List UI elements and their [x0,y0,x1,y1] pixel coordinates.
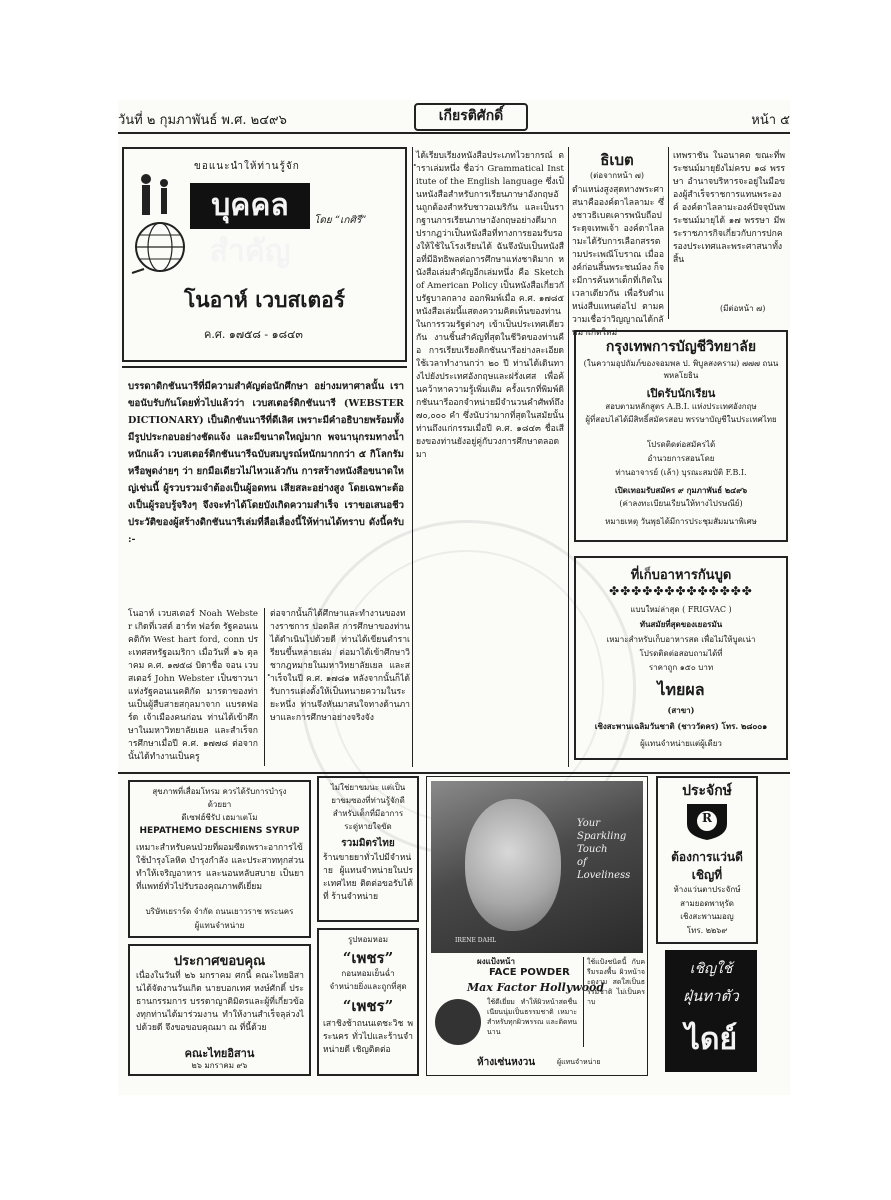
star-border-icon: ✤✤✤✤✤✤✤✤✤✤✤✤✤ [609,584,753,598]
medicine-line: ยาขมซองที่ท่านรู้จักดี [331,796,405,805]
feature-title-box [122,147,407,362]
frigvac-line: ทันสมัยที่สุดของเยอรมัน [639,619,723,629]
powder-brand: ไดย์ [684,1022,738,1057]
syrup-line: ด้วยยา [207,800,232,809]
school-line: สอบตามหลักสูตร A.B.I. แห่งประเทศอังกฤษ [605,402,757,411]
soap-body: เสาชิงช้าถนนเตชะวิช พระนคร ทั่วไปและร้านจำหน่ายดี เชิญติดต่อ [323,1019,413,1055]
syrup-agent2: ผู้แทนจำหน่าย [194,921,245,930]
col-divider [412,147,413,767]
ad-side-note: ใช้แป้งชนิดนี้ กับครีมรองพื้น ผิวหน้าจะดูงาม สดใสเป็นธรรมชาติ ไม่เป็นคราบ [583,957,645,1047]
feature-rule [122,366,407,368]
ad-script-line: Your [577,818,600,829]
syrup-ad [128,780,311,938]
ad-dealer: ห้างเซ่นหงวน [477,1057,536,1068]
school-line: โปรดติดต่อสมัครได้ [646,440,716,449]
series-byline: โดย “เกศิรี” [314,215,367,226]
medicine-title: รวมมิตรไทย [341,838,395,849]
thanks-date: ๒๖ มกราคม ๙๖ [191,1061,248,1070]
school-open: เปิดรับนักเรียน [646,387,716,400]
feature-col2: ต่อจากนั้นก็ได้ศึกษาและทำงานของทางราชการ ปอดลิส การศึกษาของท่านได้ดำเนินไปด้วยดี ท่านได้เขียนตำราเรียนขึ้นหลายเล่ม ต่อมาได้เข้าศึกษาวิชากฎหมายในมหาวิทยาลัยเยล และสำเร็จในปี ค.ศ. ๑๗๘๑ หลังจากนั้นก็ได้รับการแต่งตั้งให้เป็นทนายความในระยะหนึ่ง ท่านจึงหันมาสนใจทางด้านภาษาและการศึกษาอย่างจริงจัง [270,609,410,723]
person-years: ค.ศ. ๑๗๕๘ - ๑๘๔๓ [204,328,303,341]
optical-line: เชิญที่ [691,868,723,882]
frigvac-line: แบบใหม่ล่าสุด ( FRIGVAC ) [630,605,732,614]
ad-script-line: Touch [577,844,608,855]
feature-intro: ขอแนะนำให้ท่านรู้จัก [194,161,300,172]
frigvac-line: โปรดติดต่อสอบถามได้ที่ [639,649,723,658]
ad-script [577,817,630,882]
ad-thai-line: ผงแป้งหน้า [477,956,515,966]
optical-line: สามยอดพาหุรัด [680,899,734,908]
optical-logo-letter: R [702,811,712,825]
school-line: หมายเหตุ วันพุธได้มีการประชุมสัมมนาพิเศษ [605,517,757,526]
ad-dealer-sub: ผู้แทนจำหน่าย [557,1058,601,1066]
soap-ad [317,928,419,1076]
col-divider [568,147,569,767]
header-rule [118,132,790,134]
person-name: โนอาห์ เวบสเตอร์ [184,287,346,312]
ad-script-line: of [577,857,587,868]
thanks-signature: คณะไทยอิสาน [184,1047,255,1060]
powder-line: ฝุ่นทาตัว [683,987,739,1005]
optical-brand: ประจักษ์ [682,783,732,799]
soap-line: จำหน่ายยิ่งและถูกที่สุด [329,982,407,991]
model-face [465,799,561,931]
frigvac-ad [574,556,788,760]
thanks-notice [128,944,311,1076]
frigvac-brand: ไทยผล [657,680,705,699]
frigvac-title: ที่เก็บอาหารกันบูด [630,568,732,583]
ad-script-line: Loveliness [577,870,631,881]
tibet-title: ธิเบต [600,151,634,169]
optical-line: ต้องการแว่นดี [671,850,743,864]
page-number: หน้า ๕ [751,113,790,128]
soap-line: กอนหอมเย็นฉ่ำ [341,969,395,978]
tibet-text-a: ตำแหน่งสูงสุดทางพระศาสนาคือองค์ดาไลลามะ ซึ่งชาวธิเบตเคารพนับถือประดุจเทพเจ้า องค์ดาไลลามะได้รับการเลือกสรรตามประเพณีโบราณ เมื่อองค์ก่อนสิ้นพระชนม์ลง ก็จะมีการค้นหาเด็กที่เกิดในเวลาเดียวกัน เพื่อรับตำแหน่งสืบแทนต่อไป ตามความเชื่อว่าวิญญาณได้กลับมาเกิดใหม่ [572,185,665,338]
feature-lead: บรรดาดิกชันนารีที่มีความสำคัญต่อนักศึกษา อย่างมหาศาลนั้น เราขอนับรับกันโดยทั่วไปแล้วว่า เวบสเตอร์ดิกชันนารี (WEBSTER DICTIONARY) เป็นดิกชันนารีที่ดีเลิศ เพราะมีคำอธิบายพร้อมทั้งมีรูปประกอบอย่างชัดแจ้ง และมีขนาดใหญ่มาก พจนานุกรมทางน้ำหนักแล้ว เวบสเตอร์ดิกชันนารีฉบับสมบูรณ์หนักมากกว่า ๕ กิโลกรัม หรือพูดง่ายๆ ว่า ยกมือเดียวไม่ไหวแล้วกัน การสร้างหนังสือขนาดใหญ่เช่นนี้ ผู้รวบรวมจำต้องเป็นผู้อดทน เสียสละอย่างสูง โดยเฉพาะต้องเป็นผู้รอบรู้จริงๆ จึงจะทำได้โดยบังเกิดความสำเร็จ เราขอเสนอชีวประวัติของผู้สร้างดิกชันนารีเล่มที่ลือเลื่องนี้ให้ท่านได้ทราบ ดังนี้ครับ :- [128,381,404,545]
syrup-agent: บริษัทเยราร์ด จำกัด ถนนเยาวราช พระนคร [145,907,294,916]
soap-brand-2: “เพชร” [342,997,394,1015]
medicine-line: ระดู่หายใจขัด [344,822,392,831]
issue-date: วันที่ ๒ กุมภาพันธ์ พ.ศ. ๒๔๙๖ [118,113,287,128]
syrup-line: ดีเซฟฮ์ชีรัป เฮมาเตโม [181,813,258,822]
frigvac-distributor: ผู้แทนจำหน่ายแต่ผู้เดียว [640,739,722,748]
optical-ad [656,776,758,944]
body-powder-ad [665,950,757,1072]
school-line: ผู้ที่สอบไล่ได้มีสิทธิ์สมัครสอบ พรรษาบัญชีในประเทศไทย [585,415,777,424]
tibet-cont2: (มีต่อหน้า ๗) [720,304,766,313]
medicine-body: ร้านขายยาทั่วไปมีจำหน่าย ผู้แทนจำหน่ายในประเทศไทย ติดต่อขอรับได้ที่ ร้านจำหน่าย [323,853,413,902]
globe-figures-icon [130,169,192,289]
medicine-line: ไม่ใช่ยาขมนะ แต่เป็น [330,783,406,792]
frigvac-branch: (สาขา) [667,705,695,715]
powder-box-icon [435,999,481,1045]
ad-body: ใช้ดีเยี่ยม ทำให้ผิวหน้าสดชื่น เนียนนุ่มเป็นธรรมชาติ เหมาะสำหรับทุกผิวพรรณ และติดทนนาน [487,998,577,1036]
school-ad [574,330,788,542]
school-line: (ค่าลงทะเบียนเรียนให้ทางไปรษณีย์) [619,499,743,508]
col-divider [264,608,265,766]
tibet-text-b: เทพราชัน ในอนาคต ขณะที่พระชนม์มายุยังไม่ครบ ๑๘ พรรษา อำนาจบริหารจะอยู่ในมือของผู้สำเร็จราชการแทนพระองค์ องค์ดาไลลามะองค์ปัจจุบันพระชนม์มายุได้ ๑๗ พรรษา มีพระราชภารกิจเกี่ยวกับการปกครองประเทศและพระศาสนาทั้งสิ้น [673,151,785,265]
series-title: บุคคลสำคัญ [190,183,310,229]
feature-col3: ได้เรียบเรียงหนังสือประเภทไวยากรณ์ ตำราเล่มหนึ่ง ชื่อว่า Grammatical Institute of the English language ซึ่งเป็นหนังสือสำหรับการเรียนภาษาอังกฤษอันถูกต้องสำหรับชาวอเมริกัน และเป็นรากฐานการเรียนภาษาอังกฤษอย่างดีมาก ปรากฏว่าเป็นหนังสือที่ทางการยอมรับรองให้ใช้ในโรงเรียนได้ ฉันจึงนับเป็นหนังสือที่มีอิทธิพลต่อการศึกษาแห่งชาติมาก หนังสือเล่มสำคัญอีกเล่มหนึ่ง คือ Sketch of American Policy เป็นหนังสือเกี่ยวกับรัฐบาลกลาง ออกพิมพ์เมื่อ ค.ศ. ๑๗๘๕ หนังสือเล่มนี้แสดงความคิดเห็นของท่านในการรวมรัฐต่างๆ เข้าเป็นประเทศเดียวกัน งานชิ้นสำคัญที่สุดในชีวิตของท่านคือ การเรียบเรียงดิกชันนารีอย่างละเอียด ใช้เวลาทำงานกว่า ๒๐ ปี ท่านได้เดินทางไปยังประเทศอังกฤษและฝรั่งเศส เพื่อค้นคว้าหาความรู้เพิ่มเติม ครั้งแรกที่พิมพ์ดิกชันนารีออกจำหน่ายมีจำนวนคำศัพท์ถึง ๗๐,๐๐๐ คำ ซึ่งนับว่ามากที่สุดในสมัยนั้น ท่านถึงแก่กรรมเมื่อปี ค.ศ. ๑๘๔๓ ชื่อเสียงของท่านยังอยู่คู่กับวงการศึกษาตลอดมา [416,151,564,460]
soap-brand: “เพชร” [342,949,394,967]
syrup-line: สุขภาพที่เสื่อมโทรม ควรได้รับการบำรุง [152,787,287,796]
masthead: เกียรติศักดิ์ [414,103,528,131]
col-divider [668,147,669,319]
optical-line: ห้างแว่นตาประจักษ์ [673,885,741,894]
product-name: FACE POWDER [489,967,570,978]
frigvac-line: เหมาะสำหรับเก็บอาหารสด เพื่อไม่ให้บูดเน่า [606,635,756,644]
school-line: อำนวยการสอนโดย [647,454,715,463]
school-address: (ในความอุปถัมภ์ของจอมพล ป. พิบูลสงคราม) ๗๗๗ ถนนพหลโยธิน [583,359,779,380]
medicine-line: สำหรับเด็กที่มีอาการ [332,809,404,818]
medicine-ad [317,776,419,922]
model-name: IRENE DAHL [455,937,497,944]
powder-line: เชิญใช้ [689,961,733,977]
optical-line: โทร. ๒๒๖๙ [686,926,728,935]
school-line: ท่านอาจารย์ (เล้า) บุรณะสมบัติ F.B.I. [615,468,747,477]
page-header [118,103,790,129]
thanks-body: เนื่องในวันที่ ๒๖ มกราคม ศกนี้ คณะไทยอิสานได้จัดงานวันเกิด นายบอกเทศ หงษ์ศักดิ์ ประธานกรรมการ บรรดาญาติมิตรและผู้ที่เกี่ยวข้องทุกท่านได้มาร่วมงาน ทำให้งานสำเร็จลุล่วงไปด้วยดี จึงขอขอบคุณมา ณ ที่นี้ด้วย [136,971,304,1033]
syrup-body: เหมาะสำหรับคนป่วยที่ผอมซีดเพราะอาการไข้ ใช้บำรุงโลหิต บำรุงกำลัง และประสาททุกส่วน ทำให้เจริญอาหาร และนอนหลับสบาย เป็นยาที่แพทย์ทั่วไปรับรองคุณภาพดีเยี่ยม [136,843,304,892]
tibet-cont: (ต่อจากหน้า ๗) [589,171,645,180]
ad-script-line: Sparkling [577,831,627,842]
optical-line: เชิงสะพานมอญ [680,912,734,921]
school-title: กรุงเทพการบัญชีวิทยาลัย [605,339,757,355]
frigvac-address: เชิงสะพานเฉลิมวันชาติ (ชาววัดคร) โทร. ๒๘๐๐๑ [594,721,768,731]
frigvac-line: ราคาถูก ๑๕๐ บาท [648,663,714,672]
school-line: เปิดเทอมรับสมัคร ๙ กุมภาพันธ์ ๒๔๙๖ [614,485,748,495]
maxfactor-ad [426,776,648,1076]
soap-line: รูปหอมหอม [347,935,389,944]
section-rule [118,772,790,774]
feature-col1: โนอาห์ เวบสเตอร์ Noah Webster เกิดที่เวสต์ ฮาร์ท ฟอร์ด รัฐคอนเนคติกัท West hart ford, conn ประเทศสหรัฐอเมริกา เมื่อวันที่ ๑๖ ตุลาคม ค.ศ. ๑๗๕๘ บิดาชื่อ จอน เวบสเตอร์ John Webster เป็นชาวนาแห่งรัฐคอนเนคติกัต มารดาของท่านเป็นผู้สืบสายสกุลมาจาก แบรดฟอร์ด เจ้าเมืองคนก่อน ท่านได้เข้าศึกษาในมหาวิทยาลัยเยล และสำเร็จการศึกษาเมื่อปี ค.ศ. ๑๗๗๘ ต่อจากนั้นได้ทำงานเป็นครู [128,609,258,762]
syrup-name: HEPATHEMO DESCHIENS SYRUP [139,826,300,836]
thanks-title: ประกาศขอบคุณ [173,954,266,969]
brand-name: Max Factor Hollywood [467,981,605,994]
